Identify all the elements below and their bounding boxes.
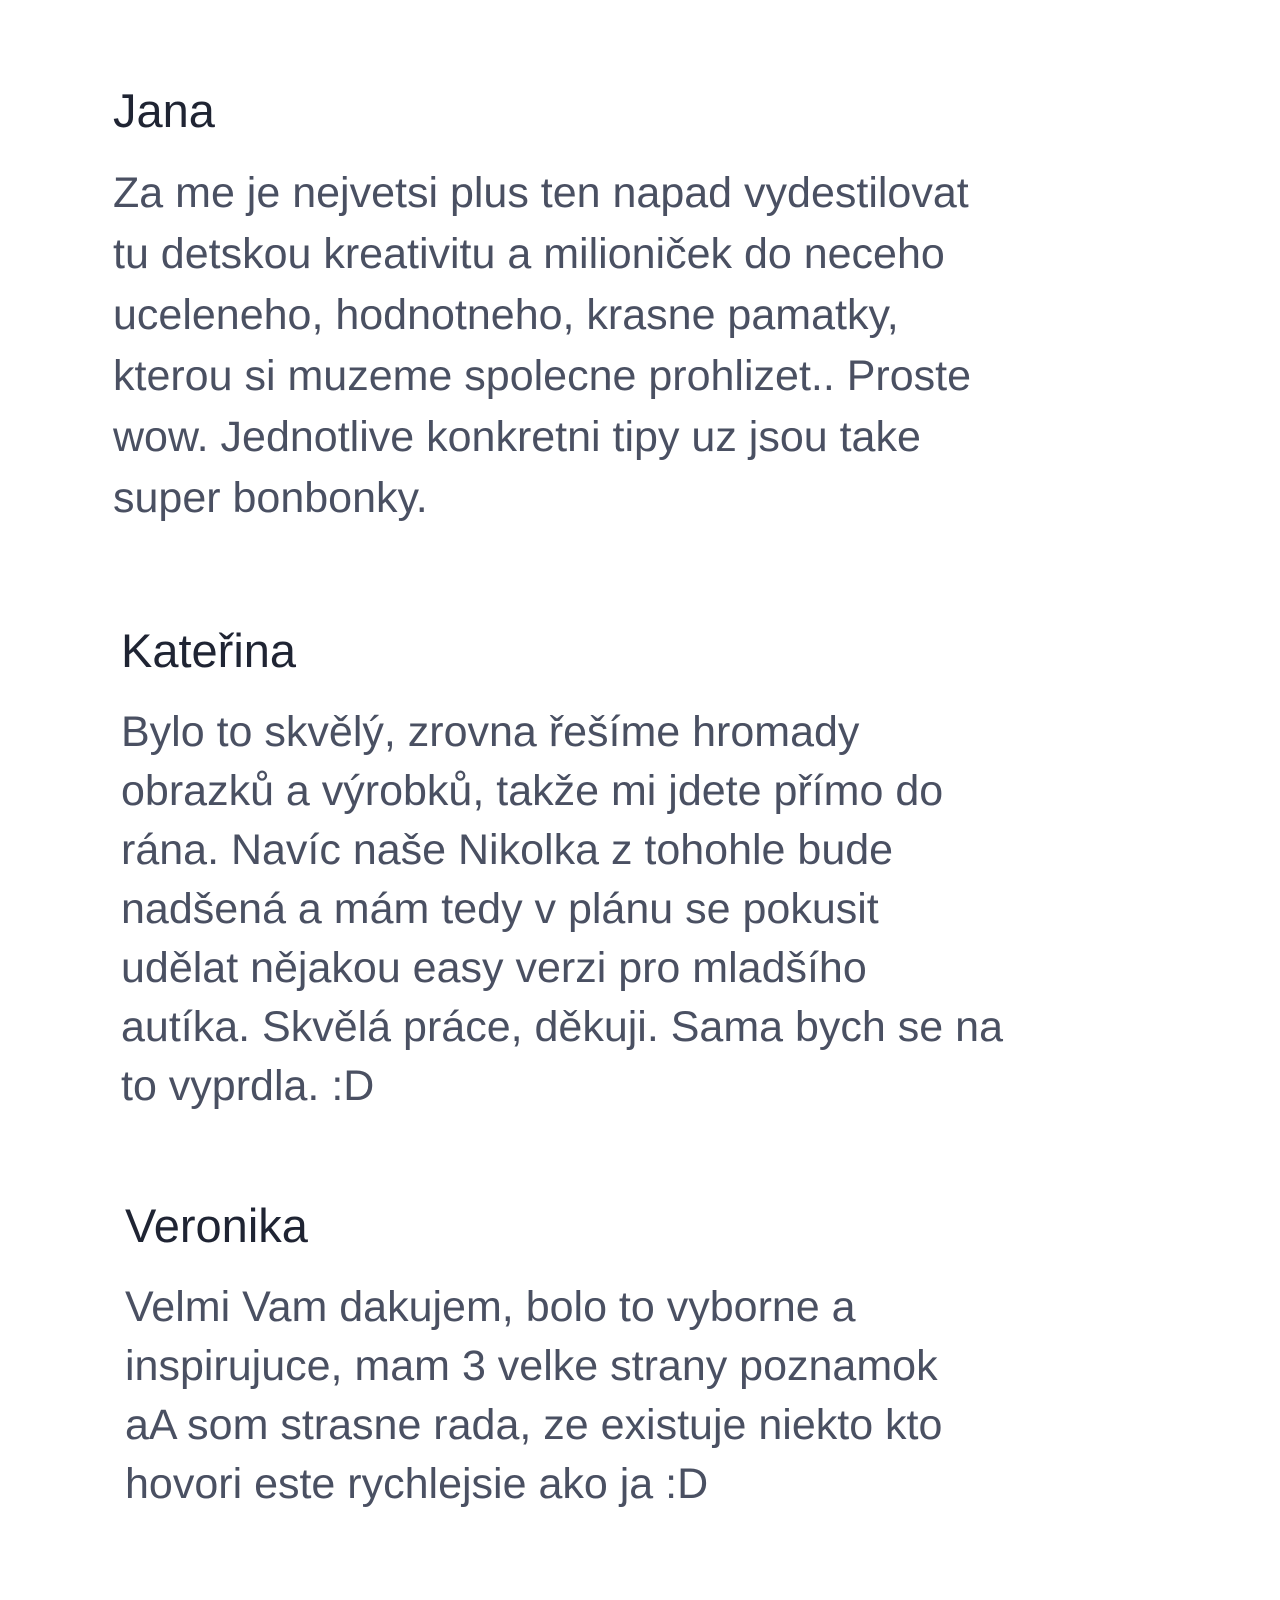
testimonial-author: Jana	[113, 84, 215, 137]
testimonial-text: Velmi Vam dakujem, bolo to vyborne a inspirujuce, mam 3 velke strany poznamok aA som strasne rada, ze existuje niekto kto hovori este rychlejsie ako ja :D	[125, 1283, 943, 1508]
testimonial-text: Za me je nejvetsi plus ten napad vydestilovat tu detskou kreativitu a milioniček do neceho uceleneho, hodnotneho, krasne pamatky, kterou si muzeme spolecne prohlizet.. Proste wow. Jednotlive konkretni tipy uz jsou take super bonbonky.	[113, 169, 972, 522]
testimonial-text: Bylo to skvělý, zrovna řešíme hromady obrazků a výrobků, takže mi jdete přímo do rána. Navíc naše Nikolka z tohohle bude nadšená a mám tedy v plánu se pokusit udělat nějakou easy verzi pro mladšího autíka. Skvělá práce, děkuji. Sama bych se na to vyprdla. :D	[121, 708, 1003, 1110]
testimonial-author: Veronika	[125, 1199, 308, 1252]
testimonial-veronika	[125, 1195, 1165, 1514]
testimonial-katerina	[121, 620, 1161, 1116]
testimonial-jana	[113, 80, 1153, 529]
testimonial-author: Kateřina	[121, 624, 297, 677]
